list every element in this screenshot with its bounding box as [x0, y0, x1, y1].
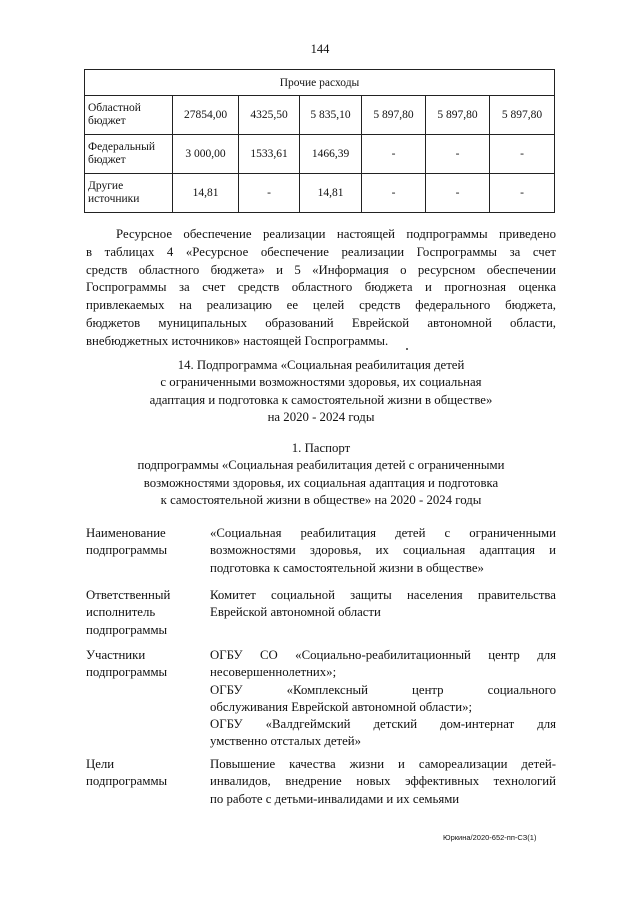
paragraph-line: Госпрограммы за счет средств областного бюджета и прогнозная оценка: [86, 280, 556, 295]
table-row: [85, 135, 555, 174]
key-line: исполнитель: [86, 605, 156, 620]
key-line: Участники: [86, 648, 146, 662]
passport-key: [86, 525, 196, 560]
page-number: 144: [310, 42, 330, 56]
expenses-table: [84, 69, 555, 213]
table-cell: 1533,61: [239, 135, 300, 174]
value-line: ОГБУ СО «Социально-реабилитационный центр для: [210, 648, 556, 662]
heading-line: 1. Паспорт: [291, 441, 351, 455]
table-cell: 14,81: [173, 174, 239, 213]
value-line: инвалидов, внедрение новых эффективных технологий: [210, 774, 556, 789]
table-cell: -: [490, 135, 555, 174]
value-line: ОГБУ «Комплексный центр социального: [210, 682, 556, 697]
value-line: по работе с детьми-инвалидами и их семьями: [210, 791, 460, 806]
table-cell: -: [426, 174, 490, 213]
heading-line: возможностями здоровья, их социальная адаптация и подготовка: [143, 475, 499, 490]
table-row: [85, 174, 555, 213]
paragraph-line: Ресурсное обеспечение реализации настоящей подпрограммы приведено: [116, 227, 556, 241]
table-cell: 14,81: [300, 174, 362, 213]
heading-line: подпрограммы «Социальная реабилитация детей с ограниченными: [137, 458, 505, 473]
heading-line: 14. Подпрограмма «Социальная реабилитация детей: [177, 358, 465, 372]
paragraph-line: внебюджетных источников» настоящей Госпрограммы.: [86, 333, 389, 348]
key-line: подпрограммы: [86, 622, 168, 637]
resource-paragraph: [86, 226, 556, 351]
paragraph-line: привлекаемых на реализацию ее целей средств федерального бюджета,: [86, 298, 556, 313]
value-line: подготовка к самостоятельной жизни в обществе»: [210, 560, 484, 575]
passport-key: [86, 587, 196, 639]
value-line: умственно отсталых детей»: [210, 734, 362, 749]
key-line: Ответственный: [86, 588, 171, 602]
key-line: Цели: [86, 757, 115, 771]
table-header-row: [85, 70, 555, 96]
value-line: Повышение качества жизни и самореализации детей-: [210, 757, 556, 771]
key-line: подпрограммы: [86, 774, 168, 789]
table-cell: -: [490, 174, 555, 213]
table-cell: 5 835,10: [300, 96, 362, 135]
passport-value: [210, 647, 556, 751]
key-line: Наименование: [86, 526, 166, 540]
row-label: Другие источники: [85, 174, 173, 213]
key-line: подпрограммы: [86, 543, 168, 558]
table-cell: 4325,50: [239, 96, 300, 135]
table-cell: -: [362, 174, 426, 213]
passport-value: [210, 756, 556, 808]
value-line: возможностями здоровья, их социальная адаптация и: [210, 543, 556, 558]
heading-line: с ограниченными возможностями здоровья, их социальная: [160, 375, 482, 390]
table-cell: 5 897,80: [490, 96, 555, 135]
value-line: ОГБУ «Валдгеймский детский дом-интернат для: [210, 717, 556, 732]
passport-value: [210, 587, 556, 622]
passport-key: [86, 756, 196, 791]
table-cell: 5 897,80: [426, 96, 490, 135]
heading-line: на 2020 - 2024 годы: [267, 409, 375, 424]
table-cell: 27854,00: [173, 96, 239, 135]
table-header: Прочие расходы: [85, 70, 555, 96]
row-label: Федеральный бюджет: [85, 135, 173, 174]
table-cell: 1466,39: [300, 135, 362, 174]
passport-value: [210, 525, 556, 577]
table-cell: 3 000,00: [173, 135, 239, 174]
heading-line: адаптация и подготовка к самостоятельной жизни в обществе»: [149, 392, 493, 407]
value-line: несовершеннолетних»;: [210, 665, 337, 680]
passport-key: [86, 647, 196, 682]
value-line: обслуживания Еврейской автономной области»;: [210, 699, 473, 714]
paragraph-line: в таблицах 4 «Ресурсное обеспечение реализации Госпрограммы за счет: [86, 244, 556, 259]
table-cell: -: [426, 135, 490, 174]
value-line: Комитет социальной защиты населения правительства: [210, 588, 556, 602]
paragraph-line: средств областного бюджета» и 5 «Информация о ресурсном обеспечении: [86, 262, 556, 277]
table-row: [85, 96, 555, 135]
heading-line: к самостоятельной жизни в обществе» на 2020 - 2024 годы: [160, 492, 482, 507]
key-line: подпрограммы: [86, 665, 168, 680]
value-line: Еврейской автономной области: [210, 605, 381, 620]
paragraph-line: бюджетов муниципальных образований Еврейской автономной области,: [86, 315, 556, 330]
passport-heading: [86, 440, 556, 509]
row-label: Областной бюджет: [85, 96, 173, 135]
footer-code: Юркина/2020-652-пп-СЗ(1): [443, 833, 537, 842]
section-heading: [86, 357, 556, 426]
value-line: «Социальная реабилитация детей с ограниченными: [210, 526, 556, 540]
table-cell: 5 897,80: [362, 96, 426, 135]
table-cell: -: [239, 174, 300, 213]
stray-dot: [406, 348, 408, 350]
table-cell: -: [362, 135, 426, 174]
